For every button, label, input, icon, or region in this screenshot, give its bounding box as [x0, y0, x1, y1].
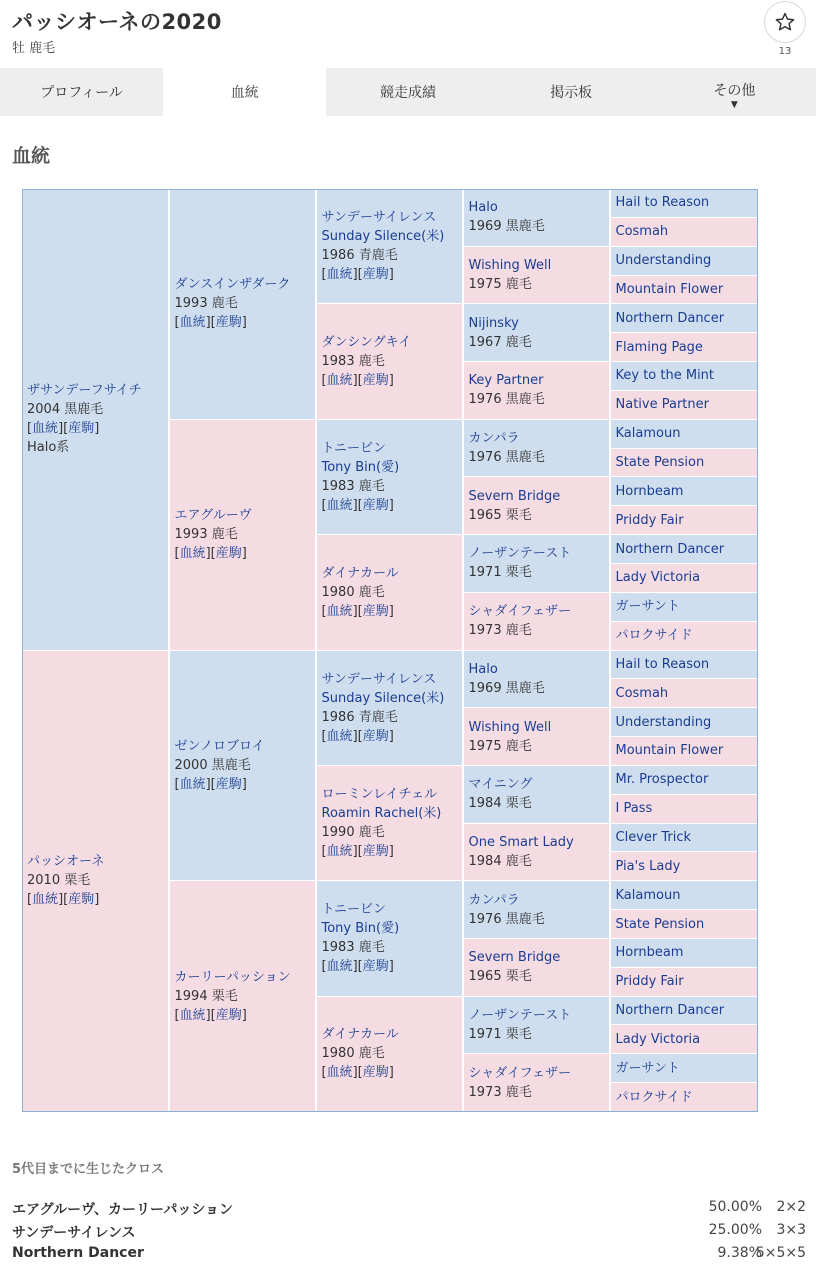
cell-links: [血統][産駒]	[27, 421, 100, 437]
tab-label: 掲示板	[550, 85, 593, 101]
horse-english-name[interactable]: Roamin Rachel(米)	[321, 806, 442, 822]
birth-year-color: 1986 青鹿毛	[321, 709, 398, 725]
pedigree-cell-gen5	[611, 1083, 758, 1111]
tab-label: その他	[713, 83, 756, 99]
horse-link[interactable]: ダンシングキイ	[321, 335, 412, 351]
horse-link[interactable]: Northern Dancer	[615, 310, 725, 326]
offspring-link[interactable]: 産駒	[215, 546, 242, 562]
birth-year-color: 1983 鹿毛	[321, 354, 385, 370]
tab-other[interactable]	[653, 68, 816, 116]
pedigree-cell-gen4	[464, 362, 610, 419]
horse-link[interactable]: トニービン	[321, 440, 386, 456]
offspring-link[interactable]: 産駒	[362, 728, 389, 744]
horse-link[interactable]: Cosmah	[615, 224, 669, 240]
star-icon	[774, 11, 796, 33]
pedigree-cell-gen4	[464, 420, 610, 477]
horse-link[interactable]: Hornbeam	[615, 945, 684, 961]
horse-link[interactable]: カンパラ	[468, 892, 520, 908]
pedigree-cell-gen5	[611, 622, 758, 650]
pedigree-cell-gen5	[611, 968, 758, 996]
horse-link[interactable]: ノーザンテースト	[468, 546, 572, 562]
horse-link[interactable]: I Pass	[615, 801, 653, 817]
birth-year-color: 1969 黒鹿毛	[468, 680, 545, 696]
horse-link[interactable]: Understanding	[615, 253, 712, 269]
pedigree-cell-gen4	[464, 535, 610, 592]
tab-race-results[interactable]	[326, 68, 489, 116]
horse-english-name[interactable]: Tony Bin(愛)	[321, 921, 400, 937]
pedigree-link[interactable]: 血統	[326, 497, 353, 513]
pedigree-link[interactable]: 血統	[326, 844, 353, 860]
tab-label: 競走成績	[379, 85, 436, 101]
horse-link[interactable]: Wishing Well	[468, 719, 552, 735]
pedigree-cell-gen5	[611, 1025, 758, 1053]
pedigree-cell-gen5	[611, 304, 758, 332]
horse-link[interactable]: Nijinsky	[468, 315, 519, 331]
pedigree-cell-gen5	[611, 564, 758, 592]
pedigree-link[interactable]: 血統	[32, 421, 59, 437]
horse-link[interactable]: Lady Victoria	[615, 1031, 701, 1047]
tab-bbs[interactable]	[490, 68, 653, 116]
pedigree-cell-gen5	[611, 795, 758, 823]
offspring-link[interactable]: 産駒	[362, 373, 389, 389]
horse-link[interactable]: Halo	[468, 200, 498, 216]
pedigree-table	[22, 189, 758, 1112]
cross-row	[0, 1199, 816, 1221]
pedigree-cell-gen5	[611, 506, 758, 534]
cell-links: [血統][産駒]	[321, 267, 394, 283]
birth-year-color: 1967 鹿毛	[468, 334, 532, 350]
cell-links: [血統][産駒]	[321, 373, 394, 389]
offspring-link[interactable]: 産駒	[362, 959, 389, 975]
horse-link[interactable]: Hail to Reason	[615, 656, 710, 672]
pedigree-cell-gen5	[611, 737, 758, 765]
horse-link[interactable]: カーリーパッション	[174, 969, 291, 985]
horse-link[interactable]: Mountain Flower	[615, 743, 724, 759]
pedigree-link[interactable]: 血統	[326, 959, 353, 975]
horse-link[interactable]: パロクサイド	[615, 628, 693, 644]
offspring-link[interactable]: 産駒	[362, 267, 389, 283]
horse-link[interactable]: Hornbeam	[615, 483, 684, 499]
horse-link[interactable]: Northern Dancer	[615, 1003, 725, 1019]
horse-link[interactable]: ダンスインザダーク	[174, 277, 291, 293]
cell-links: [血統][産駒]	[321, 959, 394, 975]
birth-year-color: 1976 黒鹿毛	[468, 911, 545, 927]
birth-year-color: 1986 青鹿毛	[321, 248, 398, 264]
horse-link[interactable]: エアグルーヴ	[174, 508, 252, 524]
caret-down-icon: ▼	[730, 100, 738, 110]
birth-year-color: 1984 栗毛	[468, 796, 532, 812]
birth-year-color: 2000 黒鹿毛	[174, 757, 251, 773]
cell-links: [血統][産駒]	[174, 776, 247, 792]
cell-links: [血統][産駒]	[174, 1007, 247, 1023]
birth-year-color: 1976 黒鹿毛	[468, 450, 545, 466]
horse-link[interactable]: パッシオーネ	[27, 854, 105, 870]
pedigree-cell-gen2	[170, 189, 316, 419]
pedigree-cell-gen3	[317, 766, 463, 880]
pedigree-cell-gen5	[611, 766, 758, 794]
pedigree-cell-gen5	[611, 651, 758, 679]
pedigree-cell-gen1	[22, 651, 168, 1112]
birth-year-color: 1975 鹿毛	[468, 738, 532, 754]
pedigree-cell-gen4	[464, 477, 610, 534]
birth-year-color: 1971 栗毛	[468, 1026, 532, 1042]
pedigree-cell-gen4	[464, 881, 610, 938]
horse-link[interactable]: Wishing Well	[468, 258, 552, 274]
cross-name: サンデーサイレンス	[12, 1225, 136, 1241]
birth-year-color: 2010 栗毛	[27, 873, 91, 889]
horse-link[interactable]: Pia's Lady	[615, 858, 681, 874]
pedigree-cell-gen3	[317, 651, 463, 765]
cell-links: [血統][産駒]	[321, 728, 394, 744]
cell-links: [血統][産駒]	[321, 1065, 394, 1081]
pedigree-link[interactable]: 血統	[32, 892, 59, 908]
pedigree-cell-gen5	[611, 824, 758, 852]
cross-generation: 2×2	[776, 1199, 806, 1215]
pedigree-cell-gen5	[611, 276, 758, 304]
pedigree-cell-gen3	[317, 997, 463, 1111]
horse-link[interactable]: State Pension	[615, 455, 705, 471]
horse-link[interactable]: ダイナカール	[321, 1027, 399, 1043]
pedigree-cell-gen4	[464, 824, 610, 881]
horse-link[interactable]: Kalamoun	[615, 426, 681, 442]
horse-link[interactable]: シャダイフェザー	[468, 1065, 571, 1081]
pedigree-cell-gen3	[317, 535, 463, 649]
pedigree-cell-gen4	[464, 708, 610, 765]
pedigree-cell-gen1	[22, 189, 168, 650]
pedigree-cell-gen4	[464, 247, 610, 304]
horse-link[interactable]: Severn Bridge	[468, 488, 561, 504]
pedigree-link[interactable]: 血統	[326, 373, 353, 389]
birth-year-color: 1983 鹿毛	[321, 478, 385, 494]
offspring-link[interactable]: 産駒	[68, 421, 95, 437]
pedigree-cell-gen5	[611, 189, 758, 217]
pedigree-cell-gen5	[611, 477, 758, 505]
birth-year-color: 1973 鹿毛	[468, 623, 532, 639]
pedigree-cell-gen2	[170, 420, 316, 650]
horse-link[interactable]: Lady Victoria	[615, 570, 701, 586]
cross-name: Northern Dancer	[12, 1245, 144, 1261]
cross-row	[0, 1245, 816, 1267]
horse-link[interactable]: ローミンレイチェル	[321, 787, 438, 803]
offspring-link[interactable]: 産駒	[362, 844, 389, 860]
pedigree-link[interactable]: 血統	[179, 1007, 206, 1023]
birth-year-color: 1965 栗毛	[468, 507, 532, 523]
horse-link[interactable]: Clever Trick	[615, 829, 692, 845]
pedigree-cell-gen4	[464, 593, 610, 650]
pedigree-cell-gen5	[611, 939, 758, 967]
horse-link[interactable]: サンデーサイレンス	[321, 671, 437, 687]
birth-year-color: 1976 黒鹿毛	[468, 392, 545, 408]
pedigree-cell-gen4	[464, 189, 610, 246]
cross-percent: 25.00%	[708, 1222, 762, 1238]
horse-link[interactable]: Key Partner	[468, 373, 544, 389]
horse-link[interactable]: Key to the Mint	[615, 368, 715, 384]
horse-link[interactable]: Mountain Flower	[615, 281, 724, 297]
tab-label: 血統	[230, 85, 259, 101]
pedigree-cell-gen5	[611, 333, 758, 361]
pedigree-cell-gen5	[611, 420, 758, 448]
pedigree-cell-gen4	[464, 997, 610, 1054]
horse-link[interactable]: Priddy Fair	[615, 974, 684, 990]
birth-year-color: 2004 黒鹿毛	[27, 402, 104, 418]
horse-link[interactable]: Native Partner	[615, 397, 709, 413]
pedigree-link[interactable]: 血統	[179, 776, 206, 792]
crosses-title: 5代目までに生じたクロス	[12, 1162, 165, 1177]
cross-generation: 3×3	[776, 1222, 806, 1238]
page-header	[0, 0, 816, 68]
pedigree-cell-gen5	[611, 852, 758, 880]
horse-english-name[interactable]: Sunday Silence(米)	[321, 229, 445, 245]
horse-link[interactable]: Halo	[468, 661, 498, 677]
horse-link[interactable]: マイニング	[468, 777, 533, 793]
birth-year-color: 1990 鹿毛	[321, 825, 385, 841]
birth-year-color: 1980 鹿毛	[321, 1046, 385, 1062]
horse-link[interactable]: ゼンノロブロイ	[174, 738, 265, 754]
horse-link[interactable]: Priddy Fair	[615, 512, 684, 528]
offspring-link[interactable]: 産駒	[215, 315, 242, 331]
horse-link[interactable]: パロクサイド	[615, 1089, 693, 1105]
offspring-link[interactable]: 産駒	[362, 603, 389, 619]
pedigree-cell-gen5	[611, 535, 758, 563]
horse-link[interactable]: State Pension	[615, 916, 705, 932]
tab-pedigree[interactable]	[163, 68, 326, 116]
offspring-link[interactable]: 産駒	[68, 892, 95, 908]
pedigree-link[interactable]: 血統	[326, 728, 353, 744]
tab-label: プロフィール	[40, 85, 123, 101]
horse-link[interactable]: Northern Dancer	[615, 541, 725, 557]
tab-bar	[0, 68, 816, 116]
pedigree-cell-gen3	[317, 304, 463, 418]
cross-name: エアグルーヴ、カーリーパッション	[12, 1202, 234, 1218]
horse-english-name[interactable]: Tony Bin(愛)	[321, 459, 400, 475]
birth-year-color: 1971 栗毛	[468, 565, 532, 581]
horse-name: パッシオーネの2020	[12, 10, 222, 34]
horse-link[interactable]: Mr. Prospector	[615, 772, 709, 788]
horse-link[interactable]: Severn Bridge	[468, 950, 561, 966]
offspring-link[interactable]: 産駒	[362, 497, 389, 513]
tab-profile[interactable]	[0, 68, 163, 116]
horse-link[interactable]: トニービン	[321, 902, 386, 918]
pedigree-cell-gen3	[317, 881, 463, 995]
horse-english-name[interactable]: Sunday Silence(米)	[321, 690, 445, 706]
pedigree-link[interactable]: 血統	[326, 1065, 353, 1081]
pedigree-cell-gen3	[317, 189, 463, 303]
pedigree-cell-gen4	[464, 304, 610, 361]
horse-link[interactable]: ダイナカール	[321, 565, 399, 581]
cell-links: [血統][産駒]	[321, 497, 394, 513]
cell-links: [血統][産駒]	[174, 546, 247, 562]
horse-link[interactable]: カンパラ	[468, 431, 520, 447]
sire-line: Halo系	[27, 440, 70, 456]
pedigree-cell-gen4	[464, 1054, 610, 1111]
pedigree-link[interactable]: 血統	[179, 546, 206, 562]
cell-links: [血統][産駒]	[174, 315, 247, 331]
birth-year-color: 1973 鹿毛	[468, 1084, 532, 1100]
pedigree-cell-gen4	[464, 939, 610, 996]
pedigree-cell-gen4	[464, 766, 610, 823]
cell-links: [血統][産駒]	[321, 844, 394, 860]
pedigree-cell-gen2	[170, 881, 316, 1111]
birth-year-color: 1993 鹿毛	[174, 527, 238, 543]
horse-link[interactable]: サンデーサイレンス	[321, 210, 437, 226]
birth-year-color: 1984 鹿毛	[468, 853, 532, 869]
horse-link[interactable]: Hail to Reason	[615, 195, 710, 211]
section-title: 血統	[12, 145, 51, 167]
cell-links: [血統][産駒]	[321, 603, 394, 619]
horse-link[interactable]: ザサンデーフサイチ	[27, 383, 142, 399]
horse-link[interactable]: Cosmah	[615, 685, 669, 701]
birth-year-color: 1994 栗毛	[174, 988, 238, 1004]
horse-link[interactable]: ノーザンテースト	[468, 1007, 572, 1023]
horse-link[interactable]: Flaming Page	[615, 339, 703, 355]
pedigree-cell-gen5	[611, 218, 758, 246]
birth-year-color: 1975 鹿毛	[468, 277, 532, 293]
offspring-link[interactable]: 産駒	[215, 776, 242, 792]
pedigree-cell-gen5	[611, 679, 758, 707]
pedigree-link[interactable]: 血統	[326, 267, 353, 283]
horse-link[interactable]: ガーサント	[615, 599, 680, 615]
favorite-count: 13	[778, 46, 792, 57]
pedigree-cell-gen5	[611, 1054, 758, 1082]
pedigree-link[interactable]: 血統	[326, 603, 353, 619]
horse-link[interactable]: One Smart Lady	[468, 834, 574, 850]
pedigree-cell-gen5	[611, 391, 758, 419]
pedigree-cell-gen2	[170, 651, 316, 881]
horse-sex-color: 牡 鹿毛	[12, 41, 56, 56]
horse-link[interactable]: ガーサント	[615, 1060, 680, 1076]
cross-percent: 50.00%	[708, 1199, 762, 1215]
pedigree-cell-gen5	[611, 910, 758, 938]
birth-year-color: 1983 鹿毛	[321, 940, 385, 956]
pedigree-cell-gen5	[611, 449, 758, 477]
pedigree-cell-gen5	[611, 708, 758, 736]
horse-link[interactable]: シャダイフェザー	[468, 604, 571, 620]
birth-year-color: 1993 鹿毛	[174, 296, 238, 312]
pedigree-cell-gen5	[611, 362, 758, 390]
cross-generation: 5×5×5	[755, 1245, 806, 1261]
horse-link[interactable]: Understanding	[615, 714, 712, 730]
pedigree-cell-gen4	[464, 651, 610, 708]
pedigree-cell-gen5	[611, 247, 758, 275]
pedigree-cell-gen5	[611, 593, 758, 621]
pedigree-link[interactable]: 血統	[179, 315, 206, 331]
cross-percent: 9.38%	[717, 1245, 762, 1261]
offspring-link[interactable]: 産駒	[362, 1065, 389, 1081]
pedigree-cell-gen3	[317, 420, 463, 534]
horse-link[interactable]: Kalamoun	[615, 887, 681, 903]
cell-links: [血統][産駒]	[27, 892, 100, 908]
pedigree-cell-gen5	[611, 881, 758, 909]
pedigree-cell-gen5	[611, 997, 758, 1025]
offspring-link[interactable]: 産駒	[215, 1007, 242, 1023]
favorite-button[interactable]	[764, 1, 806, 43]
birth-year-color: 1980 鹿毛	[321, 584, 385, 600]
cross-row	[0, 1222, 816, 1244]
birth-year-color: 1969 黒鹿毛	[468, 219, 545, 235]
birth-year-color: 1965 栗毛	[468, 969, 532, 985]
